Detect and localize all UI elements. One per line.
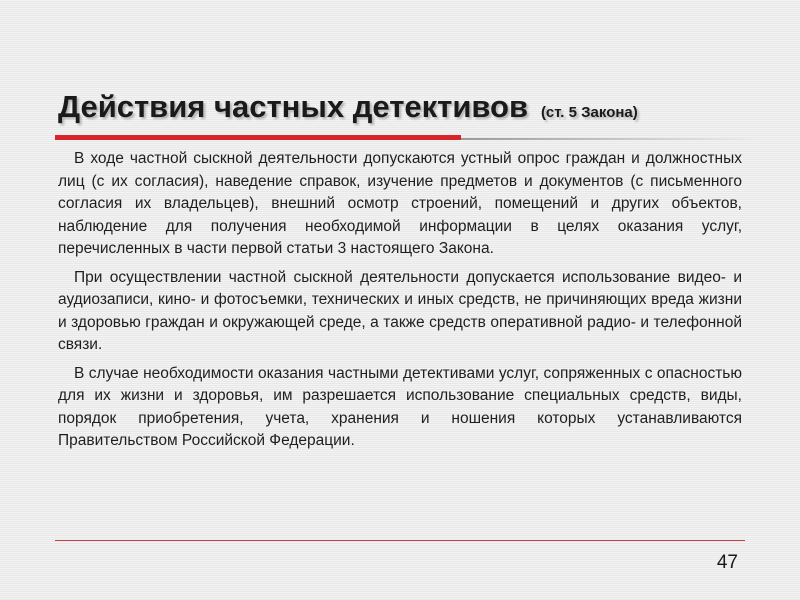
title-underline-shadow (461, 138, 761, 140)
slide-title-main: Действия частных детективов (58, 89, 529, 124)
footer-divider (55, 540, 745, 541)
title-underline (55, 135, 461, 140)
paragraph-3: В случае необходимости оказания частными детективами услуг, сопряженных с опасностью для их жизни и здоровья, им разрешается использование специальных средств, виды, порядок приобретения, учета, хранения и ношения которых устанавливаются Правительством Российской Федерации. (58, 364, 742, 449)
paragraph-1: В ходе частной сыскной деятельности допускаются устный опрос граждан и должностных лиц (с их согласия), наведение справок, изучение предметов и документов (с письменного согласия их владельцев), внешний осмотр строений, помещений и других объектов, наблюдение для получения необходимой информации в целях оказания услуг, перечисленных в части первой статьи 3 настоящего Закона. (58, 150, 742, 257)
body-text (58, 148, 742, 459)
page-number: 47 (716, 552, 738, 573)
slide-title-reference: (ст. 5 Закона) (540, 104, 638, 121)
paragraph-2: При осуществлении частной сыскной деятельности допускается использование видео- и аудиозаписи, кино- и фотосъемки, технических и иных средств, не причиняющих вреда жизни и здоровью граждан и окружающей среде, а также средств оперативной радио- и телефонной связи. (58, 268, 742, 353)
slide-title (58, 88, 638, 125)
